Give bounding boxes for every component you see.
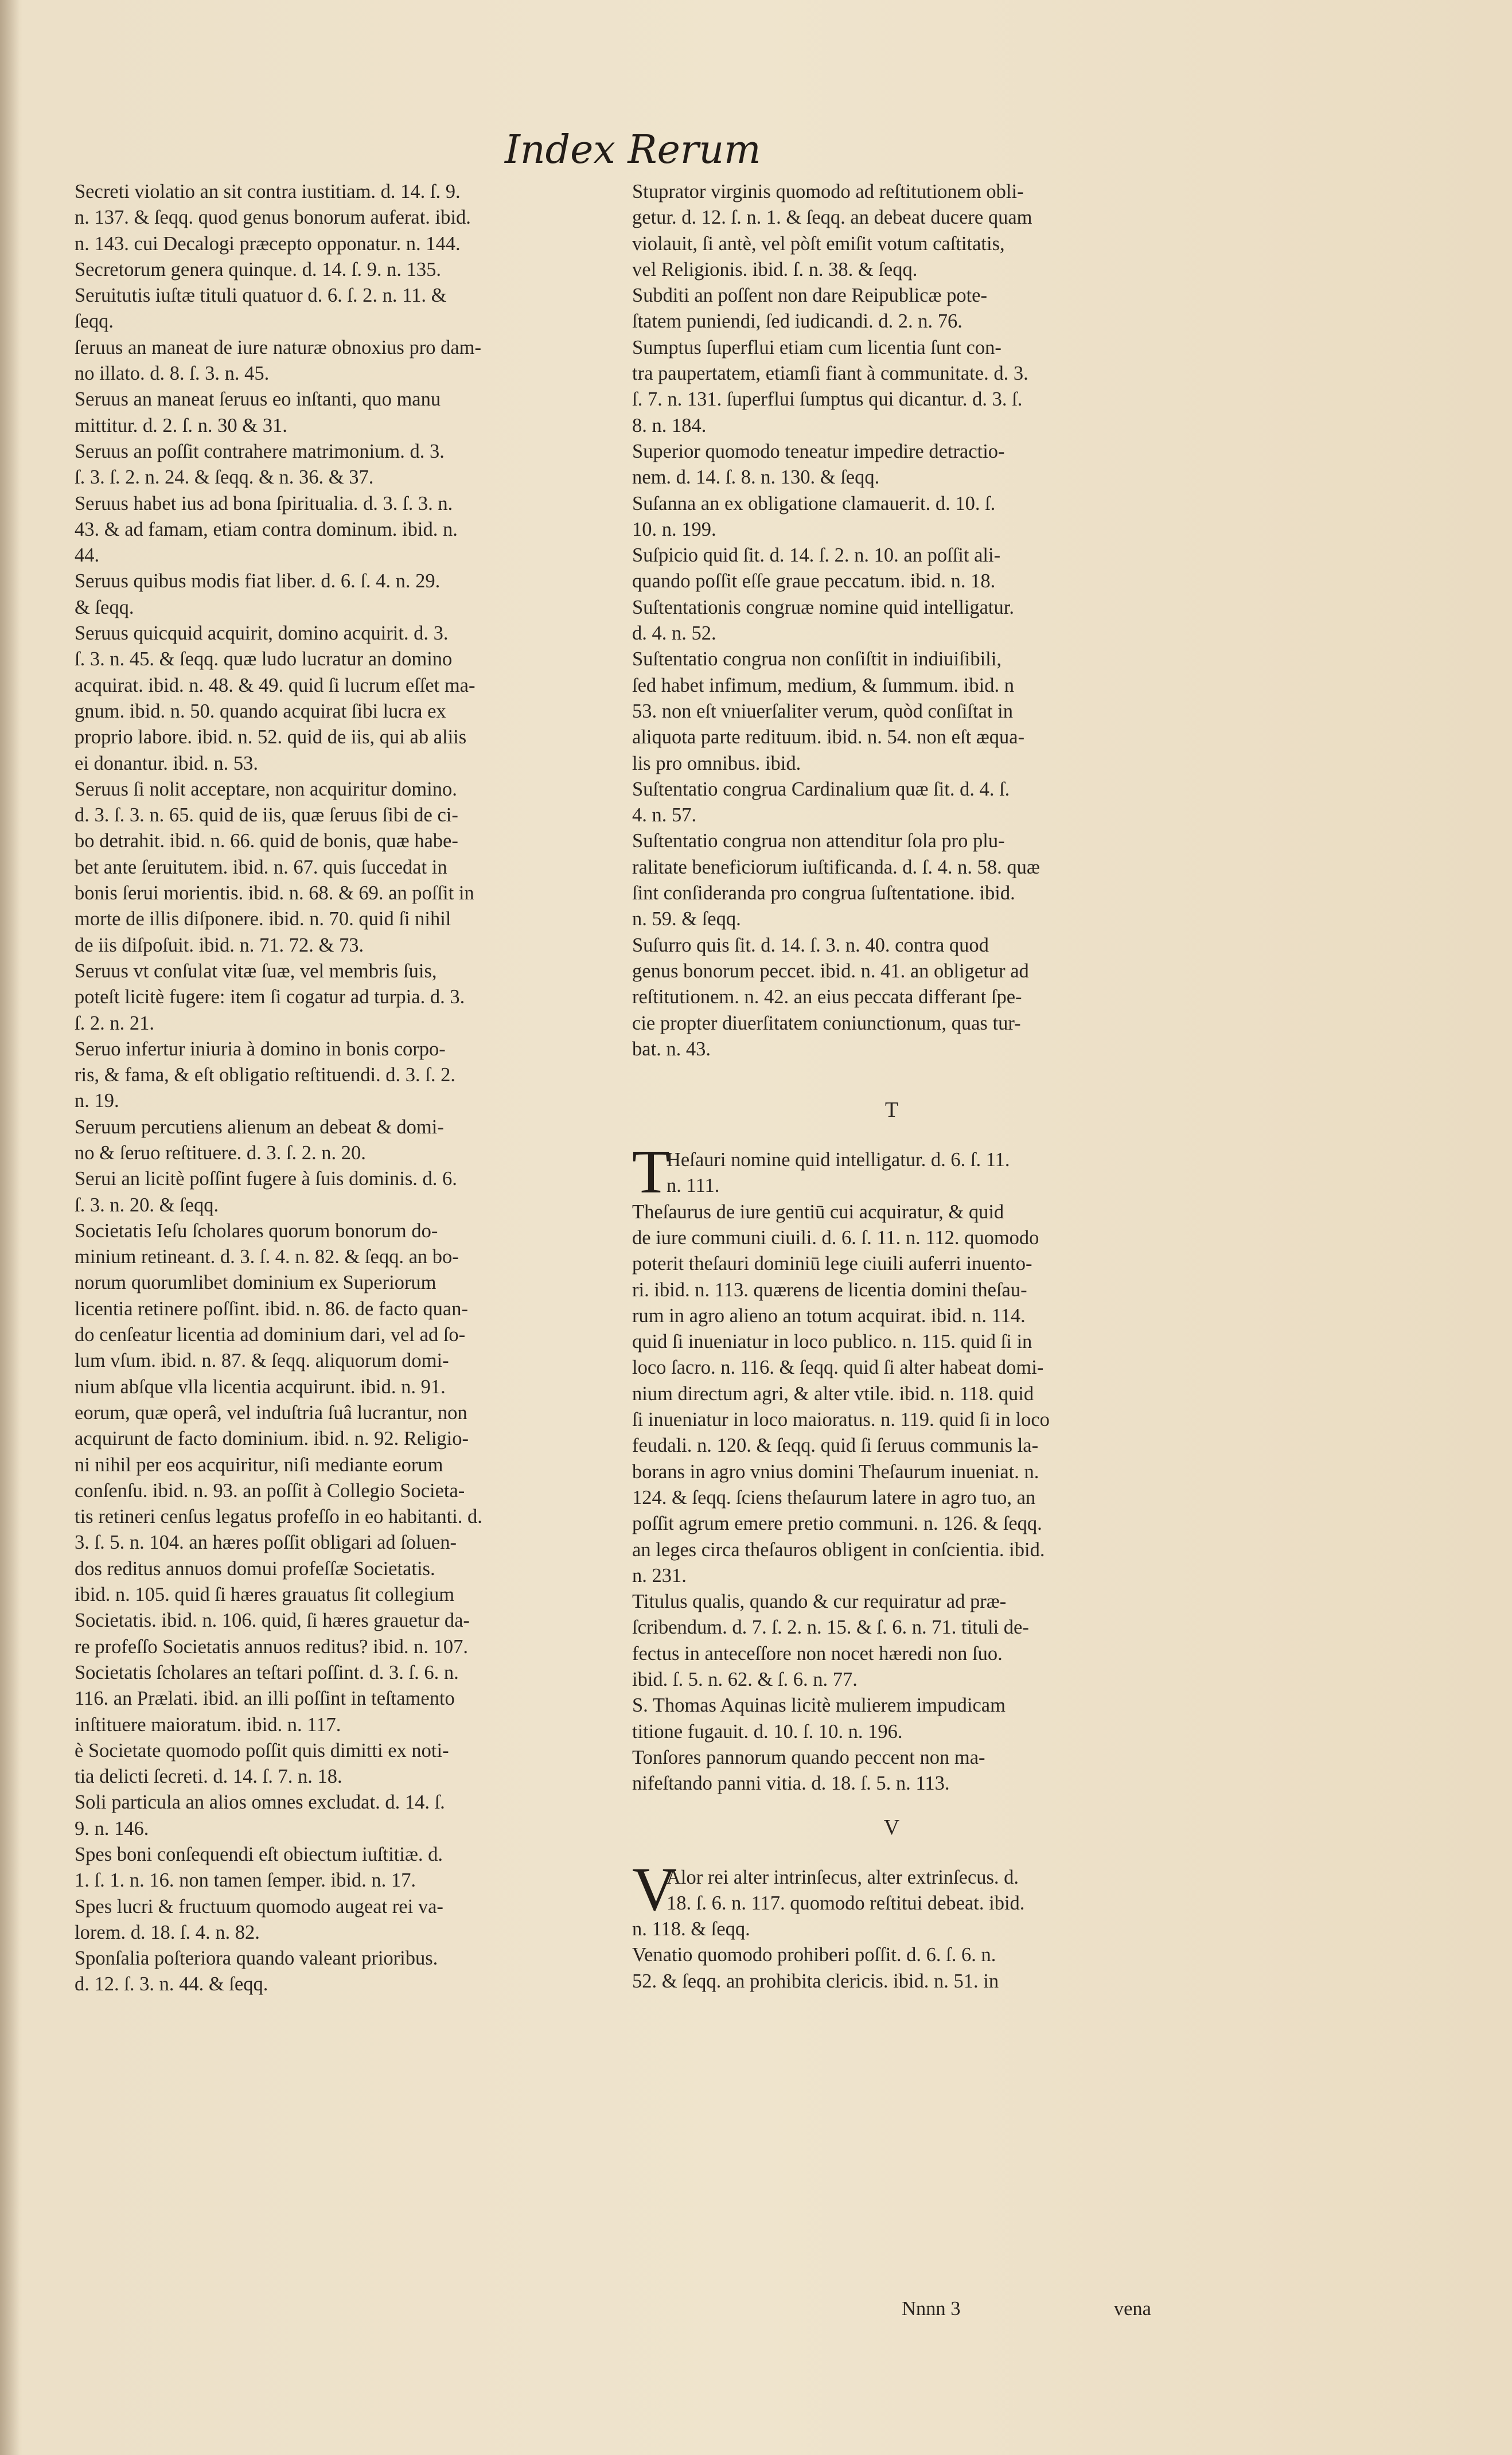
index-line: Suſpicio quid ſit. d. 14. ſ. 2. n. 10. an poſſit ali- (632, 544, 1001, 567)
right-column (632, 179, 1151, 1994)
index-line: Venatio quomodo prohiberi poſſit. d. 6. ſ. 6. n. (632, 1944, 996, 1966)
index-line: ſint conſideranda pro congrua ſuſtentatione. ibid. (632, 882, 1015, 905)
index-line: Spes lucri & fructuum quomodo augeat rei va- (75, 1895, 443, 1918)
index-line: titione fugauit. d. 10. ſ. 10. n. 196. (632, 1720, 903, 1743)
index-line: Societatis. ibid. n. 106. quid, ſi hæres grauetur da- (75, 1610, 470, 1632)
drop-cap-v: V (632, 1855, 677, 1924)
index-line: bo detrahit. ibid. n. 66. quid de bonis, quæ habe- (75, 830, 458, 852)
section-letter-t: T (884, 1098, 899, 1123)
page-footer (632, 2296, 1151, 2322)
index-line: dos reditus annuos domui profeſſæ Societatis. (75, 1557, 435, 1580)
index-line: lorem. d. 18. ſ. 4. n. 82. (75, 1921, 260, 1943)
index-line: d. 4. n. 52. (632, 622, 716, 645)
index-line: no & ſeruo reſtituere. d. 3. ſ. 2. n. 20. (75, 1141, 366, 1164)
index-line: 8. n. 184. (632, 414, 707, 437)
index-line: 53. non eſt vniuerſaliter verum, quòd conſiſtat in (632, 700, 1013, 722)
index-line: tra paupertatem, etiamſi fiant à communitate. d. 3. (632, 363, 1028, 385)
index-line: an leges circa theſauros obligent in conſcientia. ibid. (632, 1538, 1045, 1561)
left-column (75, 179, 595, 1998)
index-line: 1. ſ. 1. n. 16. non tamen ſemper. ibid. n. 17. (75, 1869, 416, 1892)
index-line: n. 137. & ſeqq. quod genus bonorum auferat. ibid. (75, 206, 471, 229)
index-line: Tonſores pannorum quando peccent non ma- (632, 1746, 985, 1768)
index-line: & ſeqq. (75, 596, 134, 618)
index-line: de iure communi ciuili. d. 6. ſ. 11. n. 112. quomodo (632, 1226, 1039, 1249)
index-line: 9. n. 146. (75, 1817, 149, 1840)
index-line: bonis ſerui morientis. ibid. n. 68. & 69. an poſſit in (75, 882, 474, 905)
index-line: poteſt licitè fugere: item ſi cogatur ad turpia. d. 3. (75, 986, 465, 1008)
index-line: tis retineri cenſus legatus profeſſo in eo habitanti. d. (75, 1506, 482, 1528)
index-line: do cenſeatur licentia ad dominium dari, vel ad ſo- (75, 1324, 466, 1346)
index-line: Suſtentationis congruæ nomine quid intelligatur. (632, 596, 1014, 618)
index-line: vel Religionis. ibid. ſ. n. 38. & ſeqq. (632, 258, 918, 280)
spine-shadow (0, 0, 20, 2455)
index-line: Suſurro quis ſit. d. 14. ſ. 3. n. 40. contra quod (632, 934, 989, 956)
index-line: reſtitutionem. n. 42. an eius peccata differant ſpe- (632, 986, 1022, 1008)
signature-mark: Nnnn 3 (902, 2298, 961, 2320)
index-line: Seruus an maneat ſeruus eo inſtanti, quo manu (75, 388, 441, 411)
index-line: n. 59. & ſeqq. (632, 908, 741, 930)
index-line: nem. d. 14. ſ. 8. n. 130. & ſeqq. (632, 466, 880, 489)
index-line: ibid. ſ. 5. n. 62. & ſ. 6. n. 77. (632, 1669, 858, 1691)
index-line: d. 3. ſ. 3. n. 65. quid de iis, quæ ſeruus ſibi de ci- (75, 804, 458, 827)
index-line: inſtituere maioratum. ibid. n. 117. (75, 1713, 341, 1736)
index-line: quid ſi inueniatur in loco publico. n. 115. quid ſi in (632, 1331, 1032, 1353)
index-line: Serui an licitè poſſint fugere à ſuis dominis. d. 6. (75, 1168, 457, 1190)
index-line: Sponſalia poſteriora quando valeant prioribus. (75, 1947, 438, 1970)
index-line: Seruum percutiens alienum an debeat & domi- (75, 1116, 444, 1138)
index-line: Secreti violatio an sit contra iustitiam. d. 14. ſ. 9. (75, 181, 461, 202)
index-line: ralitate beneficiorum iuſtificanda. d. ſ. 4. n. 58. quæ (632, 856, 1040, 878)
index-line: nium abſque vlla licentia acquirunt. ibid. n. 91. (75, 1375, 446, 1398)
index-line: genus bonorum peccet. ibid. n. 41. an obligetur ad (632, 960, 1029, 982)
index-line: Seruus vt conſulat vitæ ſuæ, vel membris ſuis, (75, 960, 437, 982)
index-line: Societatis ſcholares an teſtari poſſint. d. 3. ſ. 6. n. (75, 1661, 459, 1684)
index-line: Secretorum genera quinque. d. 14. ſ. 9. n. 135. (75, 258, 442, 280)
index-line: Seruus ſi nolit acceptare, non acquiritur domino. (75, 778, 457, 800)
index-line: Seruus quicquid acquirit, domino acquirit. d. 3. (75, 622, 449, 645)
drop-cap-t: T (632, 1138, 670, 1207)
index-line: 116. an Prælati. ibid. an illi poſſint in teſtamento (75, 1688, 455, 1710)
index-line: bat. n. 43. (632, 1038, 711, 1060)
index-line: 3. ſ. 5. n. 104. an hæres poſſit obligari ad ſoluen- (75, 1532, 457, 1554)
index-line: ſeqq. (75, 310, 114, 333)
index-line: quando poſſit eſſe graue peccatum. ibid. n. 18. (632, 570, 996, 593)
index-line: ſcribendum. d. 7. ſ. 2. n. 15. & ſ. 6. n. 71. tituli de- (632, 1616, 1029, 1639)
index-line: feudali. n. 120. & ſeqq. quid ſi ſeruus communis la- (632, 1435, 1039, 1457)
index-line: Sumptus ſuperflui etiam cum licentia ſunt con- (632, 336, 1001, 358)
index-line: de iis diſpoſuit. ibid. n. 71. 72. & 73. (75, 934, 364, 956)
index-line: lis pro omnibus. ibid. (632, 752, 801, 774)
index-line: Seruus habet ius ad bona ſpiritualia. d. 3. ſ. 3. n. (75, 492, 453, 515)
index-line: no illato. d. 8. ſ. 3. n. 45. (75, 363, 270, 385)
index-line: 4. n. 57. (632, 804, 697, 827)
index-line: ſi inueniatur in loco maioratus. n. 119. quid ſi in loco (632, 1409, 1050, 1431)
index-line: n. 111. (667, 1175, 720, 1197)
page-header: Index Rerum (505, 127, 761, 173)
index-line: 43. & ad famam, etiam contra dominum. ibid. n. (75, 518, 458, 540)
section-t-entries (632, 1138, 1151, 1797)
index-line: d. 12. ſ. 3. n. 44. & ſeqq. (75, 1973, 268, 1996)
index-line: Suſtentatio congrua non attenditur ſola pro plu- (632, 830, 1005, 852)
index-line: norum quorumlibet dominium ex Superiorum (75, 1272, 437, 1294)
index-line: S. Thomas Aquinas licitè mulierem impudicam (632, 1694, 1006, 1717)
index-line: Seruo infertur iniuria à domino in bonis corpo- (75, 1038, 446, 1060)
index-line: fectus in anteceſſore non nocet hæredi non ſuo. (632, 1642, 1003, 1665)
index-line: ſeruus an maneat de iure naturæ obnoxius pro dam- (75, 336, 481, 358)
index-line: Stuprator virginis quomodo ad reſtitutionem obli- (632, 181, 1024, 202)
index-line: acquirunt de facto dominium. ibid. n. 92. Religio- (75, 1428, 469, 1450)
index-line: n. 19. (75, 1090, 119, 1112)
index-line: poterit theſauri dominiū lege ciuili auferri inuento- (632, 1253, 1032, 1275)
index-line: getur. d. 12. ſ. n. 1. & ſeqq. an debeat ducere quam (632, 206, 1032, 229)
index-line: nifeſtando panni vitia. d. 18. ſ. 5. n. 113. (632, 1772, 950, 1795)
index-line: rum in agro alieno an totum acquirat. ibid. n. 114. (632, 1304, 1026, 1327)
index-line: n. 143. cui Decalogi præcepto opponatur. n. 144. (75, 232, 461, 255)
index-line: mittitur. d. 2. ſ. n. 30 & 31. (75, 414, 287, 437)
section-letter-v: V (883, 1815, 900, 1840)
index-line: ri. ibid. n. 113. quærens de licentia domini theſau- (632, 1279, 1027, 1301)
index-line: proprio labore. ibid. n. 52. quid de iis, qui ab aliis (75, 726, 467, 749)
index-line: Suſtentatio congrua non conſiſtit in indiuiſibili, (632, 648, 1001, 671)
index-line: Soli particula an alios omnes excludat. d. 14. ſ. (75, 1791, 445, 1814)
index-line: 10. n. 199. (632, 518, 716, 540)
index-line: Seruitutis iuſtæ tituli quatuor d. 6. ſ. 2. n. 11. & (75, 285, 447, 307)
index-line: ris, & fama, & eſt obligatio reſtituendi. d. 3. ſ. 2. (75, 1064, 456, 1086)
index-line: minium retineant. d. 3. ſ. 4. n. 82. & ſeqq. an bo- (75, 1246, 459, 1268)
index-line: bet ante ſeruitutem. ibid. n. 67. quis ſuccedat in (75, 856, 447, 878)
index-line: Heſauri nomine quid intelligatur. d. 6. ſ. 11. (667, 1149, 1010, 1171)
index-line: 124. & ſeqq. ſciens theſaurum latere in agro tuo, an (632, 1486, 1036, 1509)
index-line: poſſit agrum emere pretio communi. n. 126. & ſeqq. (632, 1513, 1042, 1535)
index-line: ibid. n. 105. quid ſi hæres grauatus ſit collegium (75, 1584, 455, 1606)
index-line: loco ſacro. n. 116. & ſeqq. quid ſi alter habeat domi- (632, 1357, 1044, 1379)
index-line: gnum. ibid. n. 50. quando acquirat ſibi lucra ex (75, 700, 446, 722)
index-line: conſenſu. ibid. n. 93. an poſſit à Collegio Societa- (75, 1479, 465, 1502)
index-line: Societatis Ieſu ſcholares quorum bonorum do- (75, 1219, 438, 1242)
index-line: ſ. 3. ſ. 2. n. 24. & ſeqq. & n. 36. & 37. (75, 466, 374, 489)
index-line: ſed habet infimum, medium, & ſummum. ibid. n (632, 674, 1014, 696)
index-line: eorum, quæ operâ, vel induſtria ſuâ lucrantur, non (75, 1401, 467, 1424)
index-line: Superior quomodo teneatur impedire detractio- (632, 440, 1005, 462)
index-line: borans in agro vnius domini Theſaurum inueniat. n. (632, 1460, 1039, 1483)
index-line: 52. & ſeqq. an prohibita clericis. ibid. n. 51. in (632, 1970, 999, 1992)
section-v-entries (632, 1855, 1151, 1994)
index-line: n. 231. (632, 1564, 687, 1587)
index-line: acquirat. ibid. n. 48. & 49. quid ſi lucrum eſſet ma- (75, 674, 476, 696)
index-line: licentia retinere poſſint. ibid. n. 86. de facto quan- (75, 1297, 468, 1320)
s-entries-continued (632, 179, 1151, 1062)
index-line: ni nihil per eos acquiritur, niſi mediante eorum (75, 1453, 443, 1476)
index-line: Seruus an poſſit contrahere matrimonium. d. 3. (75, 440, 445, 462)
index-line: ſ. 7. n. 131. ſuperflui ſumptus qui dicantur. d. 3. ſ. (632, 388, 1023, 411)
index-line: nium directum agri, & alter vtile. ibid. n. 118. quid (632, 1382, 1034, 1405)
index-line: Suſanna an ex obligatione clamauerit. d. 10. ſ. (632, 492, 996, 515)
index-line: Titulus qualis, quando & cur requiratur ad præ- (632, 1591, 1007, 1613)
catchword: vena (1113, 2298, 1151, 2320)
index-line: re profeſſo Societatis annuos reditus? ibid. n. 107. (75, 1635, 469, 1658)
index-line: Spes boni conſequendi eſt obiectum iuſtitiæ. d. (75, 1844, 443, 1865)
index-line: Suſtentatio congrua Cardinalium quæ ſit. d. 4. ſ. (632, 778, 1010, 800)
index-line: cie propter diuerſitatem coniunctionum, quas tur- (632, 1012, 1021, 1034)
index-line: tia delicti ſecreti. d. 14. ſ. 7. n. 18. (75, 1766, 342, 1788)
index-line: 18. ſ. 6. n. 117. quomodo reſtitui debeat. ibid. (667, 1892, 1025, 1914)
index-line: ſ. 3. n. 20. & ſeqq. (75, 1194, 219, 1216)
index-line: Theſaurus de iure gentiū cui acquiratur, & quid (632, 1201, 1004, 1223)
index-line: aliquota parte redituum. ibid. n. 54. non eſt æqua- (632, 726, 1025, 749)
index-line: Subditi an poſſent non dare Reipublicæ pote- (632, 285, 987, 307)
index-line: violauit, ſi antè, vel pòſt emiſit votum caſtitatis, (632, 232, 1005, 255)
index-line: 44. (75, 544, 100, 567)
index-line: morte de illis diſponere. ibid. n. 70. quid ſi nihil (75, 908, 451, 930)
index-line: ſ. 3. n. 45. & ſeqq. quæ ludo lucratur an domino (75, 648, 453, 671)
index-line: lum vſum. ibid. n. 87. & ſeqq. aliquorum domi- (75, 1350, 449, 1372)
index-line: ei donantur. ibid. n. 53. (75, 752, 259, 774)
index-line: n. 118. & ſeqq. (632, 1918, 750, 1940)
index-line: ſ. 2. n. 21. (75, 1012, 154, 1034)
index-line: ſtatem puniendi, ſed iudicandi. d. 2. n. 76. (632, 310, 962, 333)
index-line: è Societate quomodo poſſit quis dimitti ex noti- (75, 1739, 449, 1762)
index-line: Seruus quibus modis fiat liber. d. 6. ſ. 4. n. 29. (75, 570, 441, 593)
index-line: Alor rei alter intrinſecus, alter extrinſecus. d. (667, 1866, 1019, 1888)
section-gap (632, 1062, 1151, 1080)
